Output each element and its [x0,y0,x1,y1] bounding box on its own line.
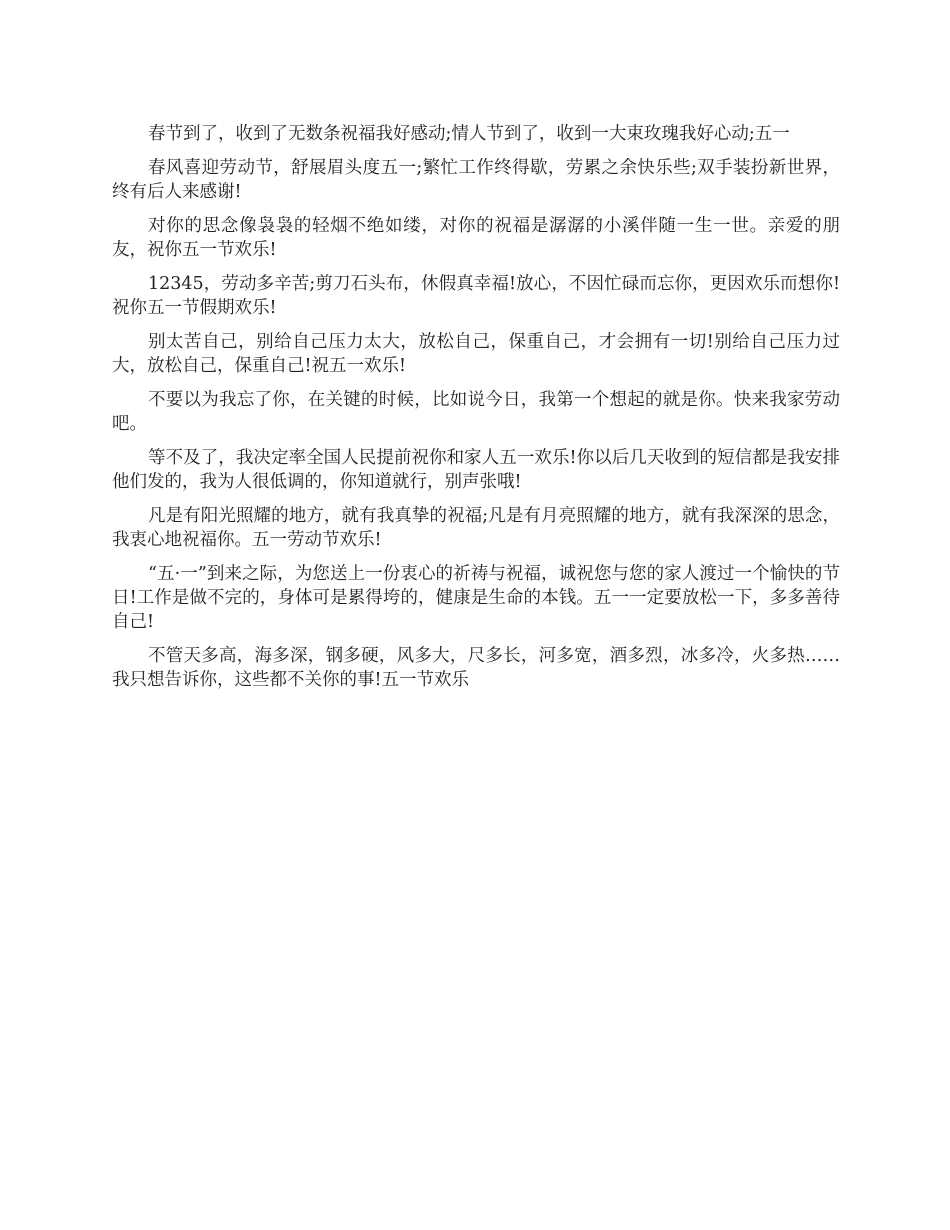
paragraph-2: 春风喜迎劳动节，舒展眉头度五一;繁忙工作终得歇，劳累之余快乐些;双手装扮新世界，终有后人来感谢! [112,158,840,202]
paragraph-5: 别太苦自己，别给自己压力太大，放松自己，保重自己，才会拥有一切!别给自己压力过大，放松自己，保重自己!祝五一欢乐! [112,332,840,376]
paragraph-3: 对你的思念像袅袅的轻烟不绝如缕，对你的祝福是潺潺的小溪伴随一生一世。亲爱的朋友，祝你五一节欢乐! [112,216,840,260]
paragraph-8: 凡是有阳光照耀的地方，就有我真挚的祝福;凡是有月亮照耀的地方，就有我深深的思念，我衷心地祝福你。五一劳动节欢乐! [112,506,840,550]
paragraph-9: “五·一”到来之际，为您送上一份衷心的祈祷与祝福，诚祝您与您的家人渡过一个愉快的节日!工作是做不完的，身体可是累得垮的，健康是生命的本钱。五一一定要放松一下，多多善待自己! [112,564,840,632]
paragraph-10: 不管天多高，海多深，钢多硬，风多大，尺多长，河多宽，酒多烈，冰多冷，火多热……我只想告诉你，这些都不关你的事!五一节欢乐 [112,646,840,690]
paragraph-1: 春节到了，收到了无数条祝福我好感动;情人节到了，收到一大束玫瑰我好心动;五一 [148,124,790,144]
paragraph-6: 不要以为我忘了你，在关键的时候，比如说今日，我第一个想起的就是你。快来我家劳动吧。 [112,390,840,434]
document-body [112,122,840,702]
paragraph-4: 12345，劳动多辛苦;剪刀石头布，休假真幸福!放心，不因忙碌而忘你，更因欢乐而想你!祝你五一节假期欢乐! [112,274,840,318]
paragraph-7: 等不及了，我决定率全国人民提前祝你和家人五一欢乐!你以后几天收到的短信都是我安排他们发的，我为人很低调的，你知道就行，别声张哦! [112,448,840,492]
